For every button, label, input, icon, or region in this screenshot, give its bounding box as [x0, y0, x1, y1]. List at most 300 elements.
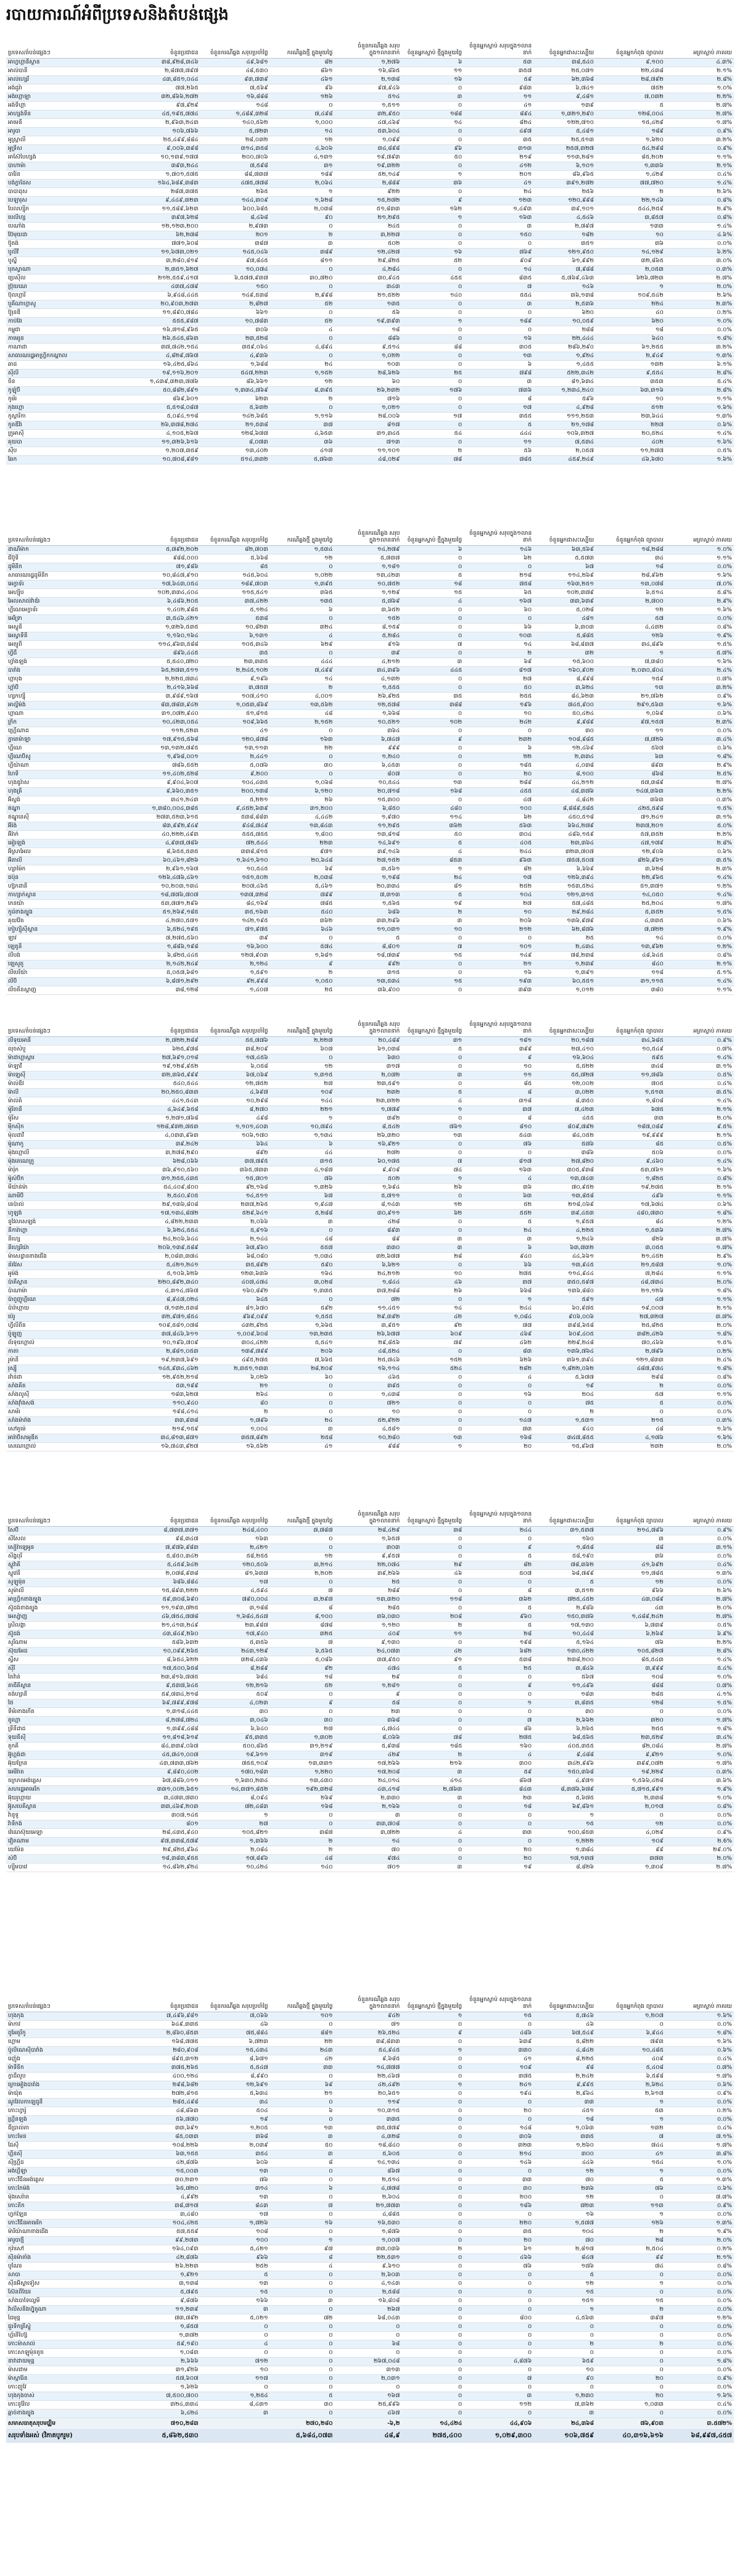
table-cell: ៨៩៣	[596, 762, 665, 770]
table-cell: ៤៦៦	[464, 2254, 533, 2263]
table-cell: ៨៥	[200, 563, 270, 572]
table-cell: ០	[401, 162, 464, 171]
table-cell: ៣,៧២២	[334, 1829, 401, 1838]
table-cell: ៥៤៣	[464, 1132, 533, 1141]
table-cell: ១០៤	[464, 891, 533, 900]
table-cell: ១៩,០០៧	[596, 1305, 665, 1313]
table-cell: ៩,៩០៩	[334, 1166, 401, 1175]
table-cell: ៥,០៥៧,៦៨១	[131, 969, 200, 978]
table-cell: ០.៩%	[665, 145, 734, 154]
table-cell: ១៣	[464, 352, 533, 361]
table-cell: ៤,១៣២	[334, 675, 401, 684]
table-cell: ០	[270, 1382, 335, 1391]
table-cell: ០	[401, 2289, 464, 2297]
table-cell: ៧៨៦,៥៥២	[131, 762, 200, 770]
table-cell: ៣៩,២៦៦	[334, 1570, 401, 1579]
table-cell: ០	[401, 2306, 464, 2314]
table-cell: ០	[401, 796, 464, 805]
table-cell: ០.៤%	[665, 171, 734, 180]
table-cell: ៤១	[596, 2150, 665, 2159]
table-cell: ១.៤%	[665, 1656, 734, 1665]
table-cell: ៦	[464, 745, 533, 753]
table-cell: ៧៦	[464, 2263, 533, 2271]
table-cell: ១៣,៤៣០	[270, 1777, 335, 1786]
table-row	[6, 2168, 734, 2176]
table-cell: ៧,៣៨០	[596, 658, 665, 667]
table-cell: ០	[401, 223, 464, 231]
table-cell: ៦០៦	[200, 2159, 270, 2168]
table-cell: ០	[401, 1682, 464, 1691]
country-name: ស្លូវ៉ាគី	[6, 1561, 131, 1570]
table-cell: ២៨,២០៩	[270, 1365, 335, 1374]
table-cell: ៣៧៥,២៦៥	[131, 2064, 200, 2073]
country-name: ហ្គីណេអេក្វាទ័រ	[6, 606, 131, 615]
table-row	[6, 796, 734, 805]
table-cell: ៧	[464, 2375, 533, 2384]
table-cell: ០	[270, 404, 335, 413]
table-cell: ០	[401, 2237, 464, 2245]
table-cell: ០	[401, 1820, 464, 1829]
table-cell: ០	[401, 1296, 464, 1305]
table-cell: ៣១	[401, 1037, 464, 1046]
table-cell: ៣.៦%	[665, 1777, 734, 1786]
country-name: វ៉េណេស៊ុយអេឡា	[6, 1829, 131, 1838]
table-cell: ១,៨៧៦	[334, 2228, 401, 2237]
table-cell: ៩៦៦	[200, 2254, 270, 2263]
table-cell: ៩,៦១០	[334, 2263, 401, 2271]
table-row	[6, 266, 734, 275]
table-row	[6, 2237, 734, 2245]
table-cell: ២	[270, 969, 335, 978]
table-cell: ០	[596, 2384, 665, 2392]
table-cell: ០.០%	[665, 2323, 734, 2332]
table-cell: ២,៤៤១	[200, 753, 270, 762]
table-cell: ២១	[200, 1382, 270, 1391]
table-cell: ៣៨,៩២៨,៣៤៦	[131, 59, 200, 67]
table-cell: ៨១០	[464, 1123, 533, 1132]
table-cell: ២	[401, 2245, 464, 2254]
table-cell: ២៩១,៥៦៣	[596, 701, 665, 710]
table-cell: ៦២៨,០៦៦	[131, 1158, 200, 1166]
table-cell: ៤០០,១២៤	[131, 2073, 200, 2081]
table-cell: ២៥៥	[596, 1725, 665, 1734]
table-cell: ២៣	[464, 1794, 533, 1803]
table-cell: ២៣៧,២៦៥	[200, 1201, 270, 1210]
table-cell: ១៤២,១៩៥	[200, 917, 270, 926]
table-cell: ៥,៧៦៣	[270, 456, 335, 464]
table-cell: ៩៧៤	[334, 1855, 401, 1864]
table-cell: ៦៣	[464, 1192, 533, 1201]
table-cell: ៥	[401, 1046, 464, 1054]
table-row	[6, 447, 734, 456]
table-cell: ៩,៩៩៥	[533, 2081, 596, 2090]
table-cell: ៤៧៤	[334, 1665, 401, 1674]
table-row	[6, 1201, 734, 1210]
table-cell: ១០,៥៤៩	[596, 1046, 665, 1054]
table-cell: ៥	[464, 1218, 533, 1227]
country-name: ឥណ្ឌូនេស៊ី	[6, 814, 131, 822]
table-cell: ១.៧%	[665, 2142, 734, 2150]
table-cell: ០	[401, 2340, 464, 2349]
table-cell: ២៦,៥៤៥,៨៦៣	[131, 335, 200, 344]
table-cell: ២.៧%	[665, 102, 734, 110]
table-cell: ៣៣១,០០២,៦៥១	[131, 1786, 200, 1794]
table-cell: ១៤៧,៣៦៣	[596, 788, 665, 796]
table-cell: ២១	[270, 2090, 335, 2099]
table-cell: ២៩,៨២៥	[334, 257, 401, 266]
table-cell: ១.៧%	[665, 2073, 734, 2081]
table-cell: ១.៥%	[665, 1339, 734, 1348]
country-name: សិង្ហបុរី	[6, 1553, 131, 1561]
country-name: ហ្ស៊ីមបាវេ	[6, 1864, 131, 1872]
country-name: ហុងឌូរ៉ាស	[6, 779, 131, 788]
table-cell: ២៤៥	[334, 223, 401, 231]
table-cell: ២.២%	[665, 93, 734, 102]
table-cell: ០	[401, 1812, 464, 1820]
table-cell: ៥,៧៦៩,៤៦៣	[533, 275, 596, 283]
country-name: ឆ្កាច់ខាងត្បូង	[6, 2409, 131, 2418]
table-row	[6, 102, 734, 110]
table-row	[6, 361, 734, 369]
table-cell: ៩,៩០៤,៦០៧	[131, 779, 200, 788]
country-name: ហ្គីណេប៊ីសូ	[6, 753, 131, 762]
table-cell: ៥៥,៧២៧	[533, 1071, 596, 1080]
data-table-section-2	[6, 517, 734, 995]
table-row	[6, 1751, 734, 1760]
table-cell: ៧៥២	[596, 85, 665, 93]
table-cell: ៦៤៦	[270, 926, 335, 935]
country-name: ឥណ្ឌា	[6, 805, 131, 814]
table-cell: ២៧២	[334, 1149, 401, 1158]
table-cell: ១០	[464, 1063, 533, 1071]
table-row	[6, 1417, 734, 1426]
table-cell: ៤៨,៧៣៤	[596, 1279, 665, 1287]
table-cell: ០	[401, 2409, 464, 2418]
table-cell: ១៦,៧៤៣,៩២៧	[131, 1443, 200, 1451]
table-cell: ១៤៦	[464, 546, 533, 555]
table-cell: ២.០%	[665, 1443, 734, 1451]
table-cell: ៩១	[401, 1656, 464, 1665]
country-name: អាហ្វ្រិកខាងត្បូង	[6, 1596, 131, 1604]
table-cell: ១១៤,២៦៩	[533, 572, 596, 580]
table-cell: ១៣,៤០២	[200, 447, 270, 456]
table-row	[6, 917, 734, 926]
table-cell: ១	[401, 1443, 464, 1451]
table-cell: ៦,៩៤៨,៤៤៥	[131, 292, 200, 300]
table-row	[6, 2306, 734, 2314]
table-cell: ៣,០២២	[533, 1089, 596, 1097]
table-cell: ២.៧%	[665, 110, 734, 119]
table-cell: ៥០,៤២៤	[533, 710, 596, 719]
table-cell: ១០៩	[596, 1838, 665, 1846]
column-header: ចំនួនប្រជាជន	[131, 1008, 200, 1037]
table-cell: ០.២%	[665, 1348, 734, 1356]
table-cell: ១៦០	[464, 1743, 533, 1751]
table-cell: ៣,៨៥៧	[596, 214, 665, 223]
table-cell: ៥,០៨៦	[270, 1656, 335, 1665]
column-header: ចំនួនករណីឆ្លង សរុបប្រចាំថ្ងៃ	[200, 30, 270, 59]
table-cell: ៦,៦២៤,៥៥៤	[131, 1227, 200, 1236]
table-cell: ២,១៥២	[270, 719, 335, 727]
country-table	[6, 1983, 734, 2443]
table-row	[6, 1348, 734, 1356]
table-row	[6, 2366, 734, 2375]
column-header: អត្រាស្លាប់ ភាគរយ	[665, 517, 734, 546]
table-cell: ១,៤២៩	[596, 171, 665, 180]
table-cell: ៧៤៤	[596, 2142, 665, 2150]
table-cell: ១៦៣	[200, 1535, 270, 1544]
table-cell: ២៣៨,២០០	[533, 1656, 596, 1665]
table-cell: ៤៨,៥៣០	[200, 67, 270, 76]
table-cell: ៤,៩៩២	[131, 2194, 200, 2202]
table-cell: ២	[270, 684, 335, 693]
table-cell: ០	[596, 2349, 665, 2358]
table-cell: ៤៥៥	[464, 788, 533, 796]
table-cell: ១,០៣៤	[270, 1253, 335, 1261]
table-cell: ២៩	[401, 1561, 464, 1570]
table-cell: ១០៤,៤២៥	[131, 2219, 200, 2228]
table-cell: ៤៤១,៥៤៣	[131, 1097, 200, 1106]
table-cell: ១៧៦	[533, 2263, 596, 2271]
table-row	[6, 1760, 734, 1769]
table-cell: ៣.១%	[665, 1544, 734, 1553]
table-row	[6, 2047, 734, 2055]
table-cell: ១២០,៥០៦	[200, 1561, 270, 1570]
table-cell: ០	[401, 1426, 464, 1434]
table-cell: ១០១	[270, 2012, 335, 2021]
table-cell: ៥,១៦៤	[533, 1639, 596, 1648]
table-cell: ២,១២៤	[200, 960, 270, 969]
table-cell: ១៦០,៨៩២	[200, 1287, 270, 1296]
table-cell: ១,៣១៥	[270, 1071, 335, 1080]
table-cell: ៦២០	[596, 318, 665, 326]
table-cell: ៦៥,៧២០	[131, 2185, 200, 2194]
table-cell: ២៨៨	[533, 326, 596, 335]
country-name: ហុងកុងចាស់	[6, 2392, 131, 2401]
table-cell: ២,៣៥១,១៣៣	[200, 1365, 270, 1374]
table-cell: ៥	[270, 2392, 335, 2401]
table-cell: ៨,៣៩៥	[270, 387, 335, 395]
table-cell: ០	[401, 2401, 464, 2409]
table-cell: ១៥,៦០០	[533, 658, 596, 667]
table-cell: ១០៩,៥៨១,០៧៨	[131, 1322, 200, 1331]
table-cell: ០	[270, 1227, 335, 1236]
table-cell: ១០,៤២៤	[200, 1864, 270, 1872]
table-cell: ០	[401, 2150, 464, 2159]
table-cell: ០	[596, 2021, 665, 2029]
table-cell: ៧៦	[200, 2176, 270, 2185]
table-row	[6, 1699, 734, 1708]
table-cell: ៤៦៥	[334, 1374, 401, 1382]
table-cell: ១១	[464, 1071, 533, 1080]
table-row	[6, 606, 734, 615]
table-cell: ១៥,០០៣	[131, 2168, 200, 2176]
table-cell: ៤១៤	[401, 1777, 464, 1786]
country-name: ហ្សាម៉ៃក	[6, 865, 131, 874]
table-cell: ២.១%	[665, 67, 734, 76]
table-cell: ១០	[401, 1270, 464, 1279]
table-cell: ១៥៤	[596, 2159, 665, 2168]
table-cell: ៧៣,៧៩២	[131, 2314, 200, 2323]
table-row	[6, 326, 734, 335]
table-cell: ០	[401, 1080, 464, 1089]
table-cell: ១៧,១៣០	[533, 1622, 596, 1630]
table-cell: ២	[401, 909, 464, 917]
table-cell: ០	[270, 1391, 335, 1400]
country-name: ទុយនីស៊ី	[6, 1734, 131, 1743]
table-cell: ៥៤៤,២៥៩	[596, 205, 665, 214]
table-cell: ៩៧,៣៣៨,៥៧៩	[131, 1838, 200, 1846]
table-row	[6, 848, 734, 857]
table-cell: ៣០៤,៤២២	[200, 1339, 270, 1348]
table-cell: ១,០០៤	[200, 1426, 270, 1434]
table-cell: ៨២៤	[464, 119, 533, 128]
table-cell: ២.០%	[665, 1115, 734, 1123]
table-cell: ៥៥៤	[464, 292, 533, 300]
table-cell: ៧	[270, 2202, 335, 2211]
table-cell: ២.០%	[665, 283, 734, 292]
table-cell: ០	[401, 2064, 464, 2073]
table-row	[6, 1365, 734, 1374]
table-cell: ៧០	[334, 1846, 401, 1855]
table-cell: ៣៣៥	[334, 2116, 401, 2124]
table-cell: ៣៧៣	[596, 1855, 665, 1864]
table-row	[6, 1604, 734, 1613]
table-cell: ៥៩១	[533, 1296, 596, 1305]
table-cell: ៥៩០	[270, 1261, 335, 1270]
table-cell: ១៦	[401, 76, 464, 85]
table-cell: ១៦៨	[401, 788, 464, 796]
table-row	[6, 249, 734, 257]
table-cell: ៣២	[533, 650, 596, 658]
table-cell: ៥៧៦	[533, 1141, 596, 1149]
table-cell: ៣៧៥	[464, 2073, 533, 2081]
table-cell: ០	[270, 2384, 335, 2392]
country-name: ម៉ារីយ៉ាណាខាងជើង	[6, 2228, 131, 2237]
column-header: ប្រទេស/តំបន់ផ្សេងៗ	[6, 1498, 131, 1527]
table-row	[6, 2038, 734, 2047]
table-cell: ១៦៤,៦៨៩,៣៨៣	[131, 180, 200, 188]
table-cell: ១៣,៣២០	[334, 1596, 401, 1604]
table-cell: ១៦,៨៦៥	[334, 67, 401, 76]
table-cell: ៣១៣	[464, 145, 533, 154]
column-header: ចំនួនអ្នកស្លាប់ សរុបក្នុង១លាននាក់	[464, 517, 533, 546]
table-cell: ៥១៤	[334, 93, 401, 102]
table-cell: ៥,០២១	[200, 2314, 270, 2323]
table-cell: ១៧៦	[401, 387, 464, 395]
table-cell: ៤១	[464, 102, 533, 110]
table-cell: ២៦៧	[334, 2306, 401, 2314]
table-cell: ១.៧%	[665, 900, 734, 909]
country-name: ហ្គាណា	[6, 710, 131, 719]
table-cell: ០	[270, 1579, 335, 1587]
table-cell: ៤,២៧០,៥៧១	[131, 917, 200, 926]
table-cell: ១៨,២៨៨	[596, 546, 665, 555]
table-cell: ១.៦%	[665, 1426, 734, 1434]
table-cell: ០	[270, 2116, 335, 2124]
table-cell: ០	[596, 2366, 665, 2375]
table-cell: ៦៨,៧៩៩	[533, 1570, 596, 1579]
table-cell: ៩,១៩៦	[200, 675, 270, 684]
country-name: កោះនូវ៉ែល	[6, 2401, 131, 2409]
table-cell: ១.៨%	[665, 1725, 734, 1734]
table-cell: ១០០	[200, 2237, 270, 2245]
table-cell: ៥	[464, 1553, 533, 1561]
table-cell: ៥៥៥,៧៥៥	[200, 831, 270, 840]
table-cell: ៥,២៨៨	[270, 1210, 335, 1218]
table-row	[6, 318, 734, 326]
table-cell: ៦,០២៦	[200, 1374, 270, 1382]
table-cell: ១.៤%	[665, 1097, 734, 1106]
table-cell: ៣	[270, 1426, 335, 1434]
table-cell: ២៨៥,៤៩៨	[131, 2099, 200, 2107]
table-row	[6, 580, 734, 589]
country-name: ជីប្រាល់តា	[6, 2124, 131, 2133]
country-name: តៃវ៉ាន់	[6, 1674, 131, 1682]
table-cell: ០	[270, 650, 335, 658]
table-row	[6, 857, 734, 865]
table-cell: ០	[401, 2176, 464, 2185]
table-cell: ៦៧,៨៨៦,០១១	[131, 1777, 200, 1786]
column-header: ចំនួនអ្នកស្លាប់ ថ្មីក្នុងមួយថ្ងៃ	[401, 517, 464, 546]
table-cell: ០	[401, 624, 464, 632]
table-cell: ៤១,៦៩២	[596, 1561, 665, 1570]
table-cell: ២	[596, 2306, 665, 2314]
country-name: កាមេរូន	[6, 335, 131, 344]
table-cell: ០	[533, 2384, 596, 2392]
table-cell: ០	[401, 2358, 464, 2366]
column-header: ចំនួនអ្នកកំពុង ព្យាបាល	[596, 30, 665, 59]
country-name: ម៉ាឡាវី	[6, 1063, 131, 1071]
table-row	[6, 1408, 734, 1417]
table-cell: ៣,០២៨	[270, 1279, 335, 1287]
table-cell: ២.៧%	[665, 1596, 734, 1604]
table-cell: ១៨៣,៦២៧	[131, 1391, 200, 1400]
table-cell: ០	[401, 1063, 464, 1071]
table-cell: ៩៦	[270, 85, 335, 93]
table-cell: ១៨៨	[401, 110, 464, 119]
table-cell: ០	[596, 2332, 665, 2340]
table-cell: ១,០៩៩	[334, 136, 401, 145]
table-cell: ៣៨៨	[401, 701, 464, 710]
table-cell: ១៣	[401, 779, 464, 788]
table-cell: ១,៤៨៩,៣២៨	[200, 110, 270, 119]
table-row	[6, 1244, 734, 1253]
table-cell: ២០,៩០៣,២៧៣	[131, 300, 200, 309]
table-row	[6, 693, 734, 701]
table-cell: ៦	[270, 606, 335, 615]
table-cell: ១០,៥៤៤	[334, 779, 401, 788]
table-cell: ៧	[401, 1158, 464, 1166]
table-cell: ២៦,៣២០	[334, 1132, 401, 1141]
table-cell: ១	[270, 1115, 335, 1123]
table-cell: ០	[464, 1149, 533, 1158]
table-cell: ៤២៨	[334, 1218, 401, 1227]
table-cell: ០	[401, 2228, 464, 2237]
table-cell: ៩,៥១៤	[334, 344, 401, 352]
table-cell: ០	[270, 935, 335, 943]
table-cell: ៦៨	[334, 2340, 401, 2349]
table-cell: ២,៨៨៩	[334, 180, 401, 188]
table-cell: ៣,៧៥៧	[200, 684, 270, 693]
table-cell: ០	[464, 2349, 533, 2358]
table-cell: ២៥២	[200, 2263, 270, 2271]
table-cell: ០.៤%	[665, 2401, 734, 2409]
table-cell: ៦៣០	[334, 1054, 401, 1063]
table-cell: ៣២៣	[464, 2142, 533, 2150]
table-cell: ៣.១%	[665, 814, 734, 822]
country-name: អូម៉ង់	[6, 1270, 131, 1279]
